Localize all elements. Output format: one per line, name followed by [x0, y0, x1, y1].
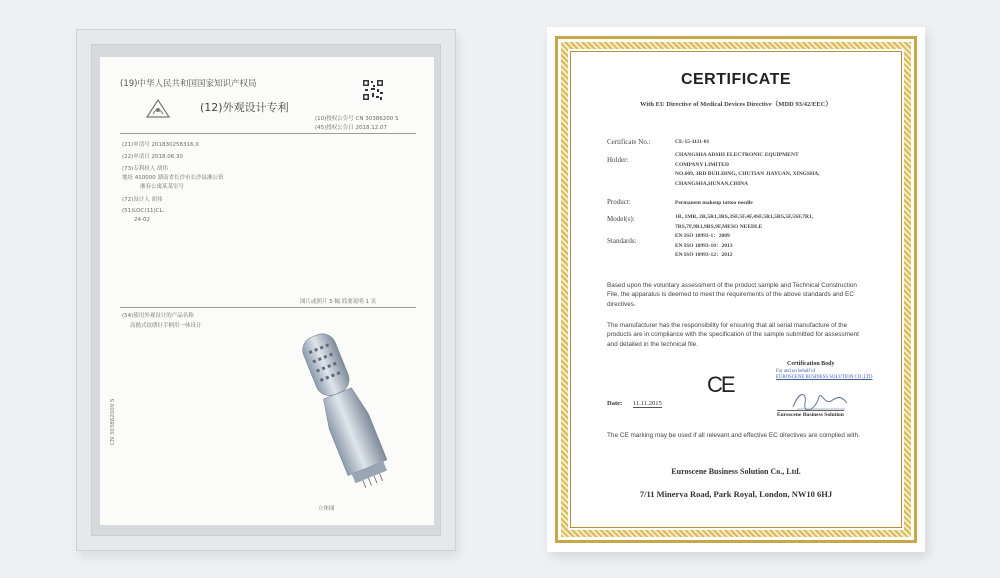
- patent-office-logo: [145, 97, 171, 119]
- patent-address-line2: 湘春公寓某某室号: [140, 184, 185, 190]
- standard-2: EN ISO 10993-10：2013: [675, 242, 733, 249]
- patent-document: [100, 57, 434, 525]
- certificate-subtitle: With EU Directive of Medical Devices Directive（MDD 93/42/EEC）: [640, 101, 832, 108]
- patent-designer: (72)设计人 胡伟: [122, 197, 163, 203]
- ce-mark: CE: [707, 372, 734, 397]
- standard-3: EN ISO 10993-12：2012: [675, 252, 733, 258]
- divider: [120, 133, 416, 134]
- holder-line-1: CHANGSHA ADSHI ELECTRONIC EQUIPMENT: [675, 152, 799, 158]
- product-label: Product:: [607, 198, 631, 206]
- patent-page-note: 图片或照片 5 幅 简要说明 1 页: [300, 299, 377, 305]
- footer-organization: Euroscene Business Solution Co., Ltd.: [671, 467, 801, 476]
- holder-line-2: COMPANY LIMITED: [675, 161, 729, 168]
- certification-body-label: Certification Body: [787, 361, 835, 367]
- standards-label: Standards:: [607, 237, 637, 245]
- standard-1: EN ISO 10993-1：2009: [675, 233, 730, 239]
- patent-product-label: (54)使用外观设计的产品名称: [122, 313, 194, 319]
- signature-org: Euroscene Business Solution: [777, 412, 844, 418]
- patent-side-number: CN 303862009 S: [110, 398, 116, 445]
- patent-office: (19)中华人民共和国国家知识产权局: [120, 79, 257, 89]
- patent-loc-class: (51)LOC(11)CL.: [122, 208, 165, 214]
- holder-label: Holder:: [607, 156, 629, 164]
- date-value: 11.11.2015: [633, 400, 662, 407]
- cert-no-value: CE-15-1111-01: [675, 139, 710, 145]
- patent-patentee: (73)专利权人 胡伟: [122, 166, 169, 172]
- stamp-line-2: EUROSCENE BUSINESS SOLUTION CO.,LTD: [776, 375, 873, 380]
- patent-app-no: (21)申请号 201830258316.X: [122, 142, 200, 148]
- model-line-2: 7RS,7F,9R1,9RS,9F,MESO NEEDLE: [675, 223, 763, 230]
- patent-pub-date: (45)授权公告日 2018.12.07: [315, 125, 388, 131]
- model-line-1: 1R, 1MR, 2R,5R1,3RS,3SF,5F,4F,4SF,5R1,5RS,5F,5SF,7R1,: [675, 214, 814, 220]
- patent-product-name: 高抛式纹绣针手柄用一体设计: [130, 323, 202, 329]
- patent-loc-code: 24-02: [134, 217, 150, 223]
- ce-certificate: [547, 27, 925, 552]
- divider: [120, 307, 416, 308]
- manufacturer-paragraph: The manufacturer has the responsibility for ensuring that all serial manufacture of the products are in compliance with the specification of the sample submitted for assessment and detailed in the technical file.: [607, 322, 859, 348]
- patent-app-date: (22)申请日 2018.06.30: [122, 154, 184, 160]
- assessment-paragraph: Based upon the voluntary assessment of the product sample and Technical Construction File, the apparatus is deemed to meet the requirements of the above standards and EC directives.: [607, 282, 857, 308]
- stamp-line-1: For and on behalf of: [776, 369, 816, 374]
- cert-no-label: Certificate No.:: [607, 138, 651, 146]
- patent-address: 地址 410000 湖南省长沙市长沙县湘公馆: [122, 175, 224, 181]
- footer-address: 7/11 Minerva Road, Park Royal, London, NW10 6HJ: [639, 489, 833, 499]
- holder-line-4: CHANGSHA,HUNAN,CHINA: [675, 180, 749, 187]
- patent-doc-type: (12)外观设计专利: [200, 101, 289, 114]
- holder-line-3: NO.609, 3RD BUILDING, CHUTIAN JIAYUAN, XINGSHA,: [675, 171, 820, 177]
- certificate-title: CERTIFICATE: [680, 71, 792, 88]
- product-value: Permanent makeup tattoo needle: [675, 200, 753, 206]
- ce-marking-paragraph: The CE marking may be used if all relevant and effective EC directives are complied with.: [607, 432, 860, 439]
- patent-view-label: 立体图: [318, 506, 335, 512]
- date-label: Date:: [607, 400, 623, 407]
- tattoo-needle-image: [290, 322, 400, 497]
- patent-pub-no: (10)授权公告号 CN 30386200 S: [315, 116, 399, 122]
- model-label: Model(s):: [607, 215, 635, 223]
- qr-code-icon: [362, 79, 384, 101]
